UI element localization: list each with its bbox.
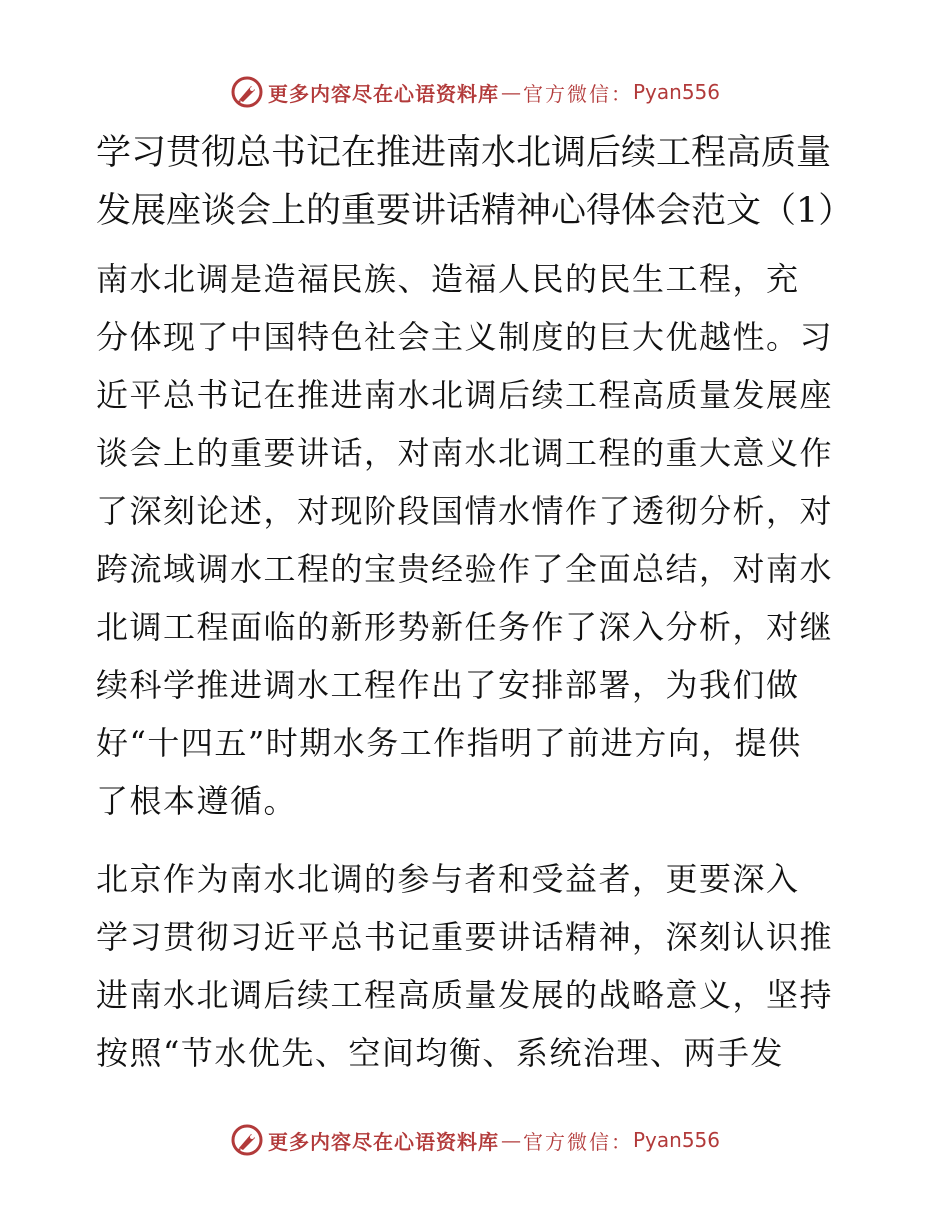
title-line: 发展座谈会上的重要讲话精神心得体会范文（1） xyxy=(96,191,854,231)
paragraph-line: 了根本遵循。 xyxy=(96,782,298,820)
paragraph-line: 进南水北调后续工程高质量发展的战略意义，坚持 xyxy=(96,976,834,1014)
paragraph-line: 北京作为南水北调的参与者和受益者，更要深入 xyxy=(96,860,800,898)
paragraph-line: 好“十四五”时期水务工作指明了前进方向，提供 xyxy=(96,724,802,762)
paragraph-line: 跨流域调水工程的宝贵经验作了全面总结，对南水 xyxy=(96,550,834,588)
paragraph-line: 近平总书记在推进南水北调后续工程高质量发展座 xyxy=(96,376,834,414)
document-title xyxy=(96,124,856,240)
header-banner xyxy=(0,72,950,112)
banner-contact-id: Pyan556 xyxy=(632,1128,720,1152)
banner-contact-label: 官方微信： xyxy=(522,81,633,106)
banner-dash: — xyxy=(500,80,521,104)
banner-dash: — xyxy=(500,1128,521,1152)
banner-contact-id: Pyan556 xyxy=(632,80,720,104)
title-line: 学习贯彻总书记在推进南水北调后续工程高质量 xyxy=(96,133,832,173)
body-paragraph-2 xyxy=(96,850,856,1082)
pen-nib-logo-icon xyxy=(230,75,264,109)
body-paragraph-1 xyxy=(96,250,856,830)
paragraph-line: 学习贯彻习近平总书记重要讲话精神，深刻认识推 xyxy=(96,918,834,956)
paragraph-line: 谈会上的重要讲话，对南水北调工程的重大意义作 xyxy=(96,434,834,472)
paragraph-line: 分体现了中国特色社会主义制度的巨大优越性。习 xyxy=(96,318,834,356)
banner-brand-text: 更多内容尽在心语资料库 xyxy=(267,81,499,106)
banner-brand-text: 更多内容尽在心语资料库 xyxy=(267,1129,499,1154)
paragraph-line: 北调工程面临的新形势新任务作了深入分析，对继 xyxy=(96,608,834,646)
paragraph-line: 了深刻论述，对现阶段国情水情作了透彻分析，对 xyxy=(96,492,834,530)
banner-contact-label: 官方微信： xyxy=(522,1129,633,1154)
pen-nib-logo-icon xyxy=(230,1123,264,1157)
paragraph-line: 南水北调是造福民族、造福人民的民生工程，充 xyxy=(96,260,800,298)
footer-banner xyxy=(0,1120,950,1160)
paragraph-line: 按照“节水优先、空间均衡、系统治理、两手发 xyxy=(96,1034,784,1072)
paragraph-line: 续科学推进调水工程作出了安排部署，为我们做 xyxy=(96,666,800,704)
